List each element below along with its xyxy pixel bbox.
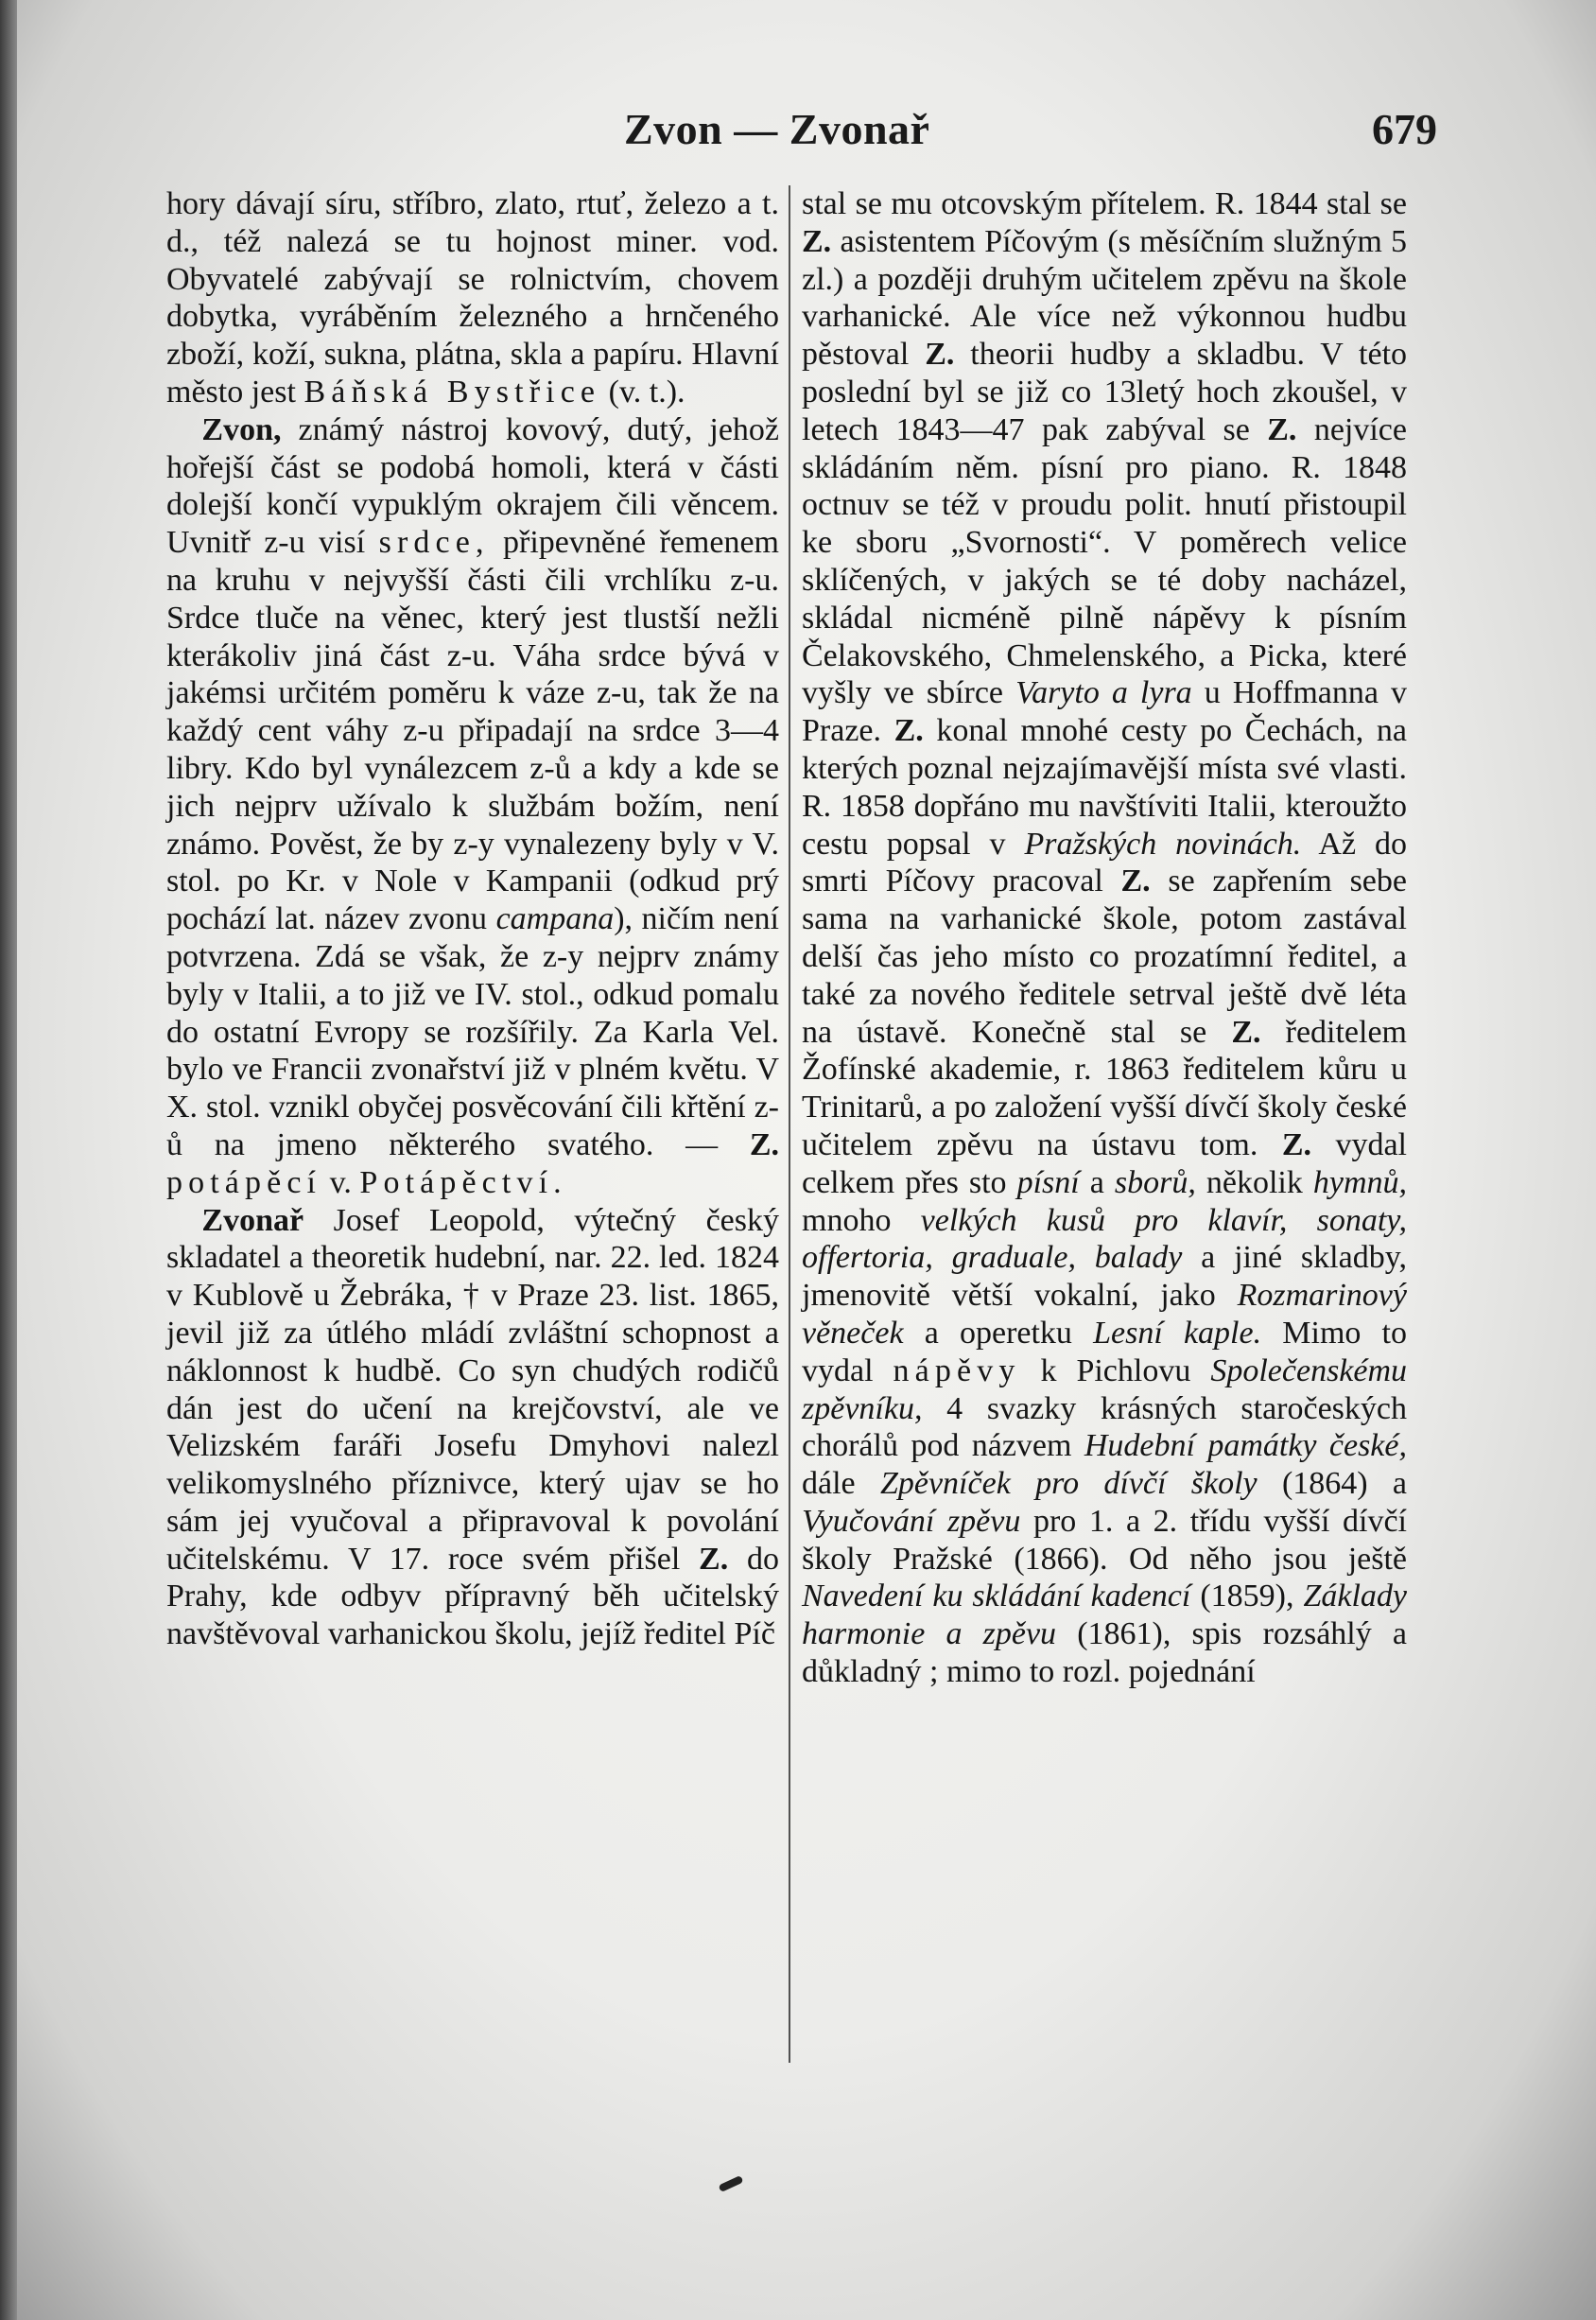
text-run: známý nástroj kovový, dutý, jehož hořejší část se podobá homoli, která v části dolejší končí vypuklým okrajem čili věncem. Uvnitř z-u visí xyxy=(166,411,779,561)
text-run: u Hoffmanna v Praze. xyxy=(802,675,1408,749)
ink-speck xyxy=(719,2175,744,2192)
entry-zvonar xyxy=(166,1202,779,1654)
text-run: se zapřením sebe sama na varhanické škole, potom zastával delší čas jeho místo co prozatímní ředitel, a také za nového ředitele setrval ještě dvě léta na ústavě. Konečně stal se xyxy=(802,863,1407,1050)
page-edge-shadow xyxy=(0,0,17,2320)
text-run: připevněné řemenem na kruhu v nejvyšší části čili vrchlíku z-u. Srdce tluče na věnec, který jest tlustší nežli kterákoliv jiná část z-u. Váha srdce bývá v jakémsi určitém poměru k váze z-u, tak že na každý cent váhy z-u připadají na srdce 3—4 libry. Kdo byl vynálezcem z-ů a kdy a kde se jich nejprv užívalo k službám božím, není známo. Pověst, že by z-y vynalezeny byly v V. stol. po Kr. v Nole v Kampanii (odkud prý pochází lat. název zvonu xyxy=(166,525,779,937)
text-run-italic: Varyto a lyra xyxy=(1015,675,1192,711)
abbrev-z: Z. xyxy=(893,713,924,749)
text-run: k Pichlovu xyxy=(1040,1352,1191,1388)
text-run-italic: Zpěvníček pro dívčí školy xyxy=(879,1466,1258,1502)
text-run: konal mnohé cesty po Čechách, na kterých poznal nejzajímavější místa své vlasti. R. 1858 dopřáno mu navštíviti Italii, kteroužto cestu popsal v xyxy=(802,713,1408,862)
text-run-italic: písní xyxy=(1016,1164,1080,1200)
text-run: (1861), spis rozsáhlý a důkladný ; mimo to rozl. pojednání xyxy=(802,1616,1407,1690)
text-run: mnoho xyxy=(802,1202,892,1238)
headword-zvon: Zvon, xyxy=(201,411,282,447)
right-column xyxy=(802,185,1407,2086)
text-run-italic: Základy harmonie a zpěvu xyxy=(802,1579,1408,1652)
text-run-italic: hymnů, xyxy=(1312,1164,1408,1200)
abbrev-z: Z. xyxy=(699,1541,729,1577)
abbrev-z: Z. xyxy=(925,337,955,373)
paragraph-hory xyxy=(166,185,779,411)
text-run: vydal celkem přes sto xyxy=(802,1126,1408,1200)
text-run: (1859), xyxy=(1200,1579,1294,1614)
text-run: ), ničím není potvrzena. Zdá se však, že z-y nejprv známy byly v Italii, a to již ve IV. stol., odkud pomalu do ostatní Evropy se rozšířily. Za Karla Vel. bylo ve Francii zvonařství již v plném květu. V X. stol. vznikl obyčej posvěcování čili křtění z-ů na jmeno některého svatého. — xyxy=(166,901,779,1162)
text-run-italic: velkých kusů pro klavír, sonaty, offertoria, graduale, balady xyxy=(802,1202,1408,1276)
text-run-italic: Vyučování zpěvu xyxy=(802,1503,1021,1539)
text-run: Mimo to vydal xyxy=(802,1315,1408,1388)
text-run: (v. t.). xyxy=(608,374,685,410)
abbrev-z: Z. xyxy=(1231,1014,1261,1050)
abbrev-z: Z. xyxy=(1281,1126,1311,1162)
text-run: Josef Leopold, výtečný český skladatel a theoretik hudební, nar. 22. led. 1824 v Kublově u Žebráka, † v Praze 23. list. 1865, jevil již za útlého mládí zvláštní schopnost a náklonnost k hudbě. Co syn chudých rodičů dán jest do učení na krejčovství, ale ve Velizském faráři Josefu Dmyhovi nalezl velikomyslného příznivce, který ujav se ho sám jej vyučoval a připravoval k povolání učitelskému. V 17. roce svém přišel xyxy=(166,1202,779,1577)
text-run: theorii hudby a skladbu. V této poslední byl se již co 13letý hoch zkoušel, v letech 1843—47 pak zabýval se xyxy=(802,337,1408,447)
text-run-italic: campana xyxy=(495,901,615,937)
text-run: Až do smrti Píčovy pracoval xyxy=(802,826,1407,899)
text-run-italic: Společenskému zpěvníku, xyxy=(802,1352,1408,1426)
text-run: stal se mu otcovským přítelem. R. 1844 stal se xyxy=(802,186,1407,221)
abbrev-z: Z. xyxy=(1120,863,1151,899)
entry-zvon xyxy=(166,411,779,1202)
text-run-italic: Pražských novinách. xyxy=(1024,826,1302,862)
text-run: do Prahy, kde odbyv přípravný běh učitelský navštěvoval varhanickou školu, jejíž ředitel Píč xyxy=(166,1541,780,1652)
text-run-italic: Navedení ku skládání kadencí xyxy=(802,1579,1191,1614)
text-run-spaced: srdce, xyxy=(378,525,490,561)
text-run: 4 svazky krásných staročeských chorálů pod názvem xyxy=(802,1390,1407,1464)
text-run-italic: Hudební památky české, xyxy=(1084,1428,1407,1464)
text-run-italic: Rozmarinový věneček xyxy=(802,1278,1407,1351)
text-run: asistentem Píčovým (s měsíčním služným 5 zl.) a později druhým učitelem zpěvu na škole varhanické. Ale více než výkonnou hudbu pěstoval xyxy=(802,223,1408,373)
text-run-spaced: Báňská Bystřice xyxy=(304,374,601,410)
abbrev-z: Z. xyxy=(749,1126,780,1162)
text-run-italic: sborů, xyxy=(1114,1164,1196,1200)
running-head: Zvon — Zvonař xyxy=(624,105,930,153)
text-run: ředitelem Žofínské akademie, r. 1863 ředitelem kůru u Trinitarů, a po založení vyšší dívčí školy české učitelem zpěvu na ústavu tom. xyxy=(802,1014,1408,1162)
text-run-spaced: nápěvy xyxy=(893,1352,1021,1388)
text-run: (1864) a xyxy=(1281,1466,1408,1502)
column-divider xyxy=(789,185,790,2063)
page-number: 679 xyxy=(1372,105,1437,153)
text-run: několik xyxy=(1206,1164,1303,1200)
headword-zvonar: Zvonař xyxy=(201,1202,304,1238)
text-run-spaced: potápěcí xyxy=(166,1164,322,1200)
text-run: nejvíce skládáním něm. písní pro piano. R. 1848 octnuv se též v proudu polit. hnutí přistoupil ke sboru „Svornosti“. V poměrech velice sklíčených, v jakých se té doby nacházel, skládal nicméně pilně nápěvy k písním Čelakovského, Chmelenského, a Picka, které vyšly ve sbírce xyxy=(802,411,1407,711)
text-run: v. xyxy=(329,1164,352,1200)
text-run: hory dávají síru, stříbro, zlato, rtuť, železo a t. d., též nalezá se tu hojnost miner. vod. Obyvatelé zabývají se rolnictvím, chovem dobytka, vyráběním železného a hrnčeného zboží, koží, sukna, plátna, skla a papíru. Hlavní město jest xyxy=(166,186,779,410)
text-run: pro 1. a 2. třídu vyšší dívčí školy Pražské (1866). Od něho jsou ještě xyxy=(802,1503,1408,1577)
text-run: a xyxy=(1089,1164,1104,1200)
left-column xyxy=(166,185,779,2086)
text-run-spaced: Potápěctví. xyxy=(359,1164,567,1200)
text-run: dále xyxy=(802,1466,856,1502)
text-run: a jiné skladby, jmenovitě větší vokalní, jako xyxy=(802,1240,1407,1314)
text-run-italic: Lesní kaple. xyxy=(1093,1315,1262,1351)
text-run: a operetku xyxy=(924,1315,1072,1351)
page-header xyxy=(624,104,1475,161)
entry-zvonar-continued xyxy=(802,185,1407,1691)
abbrev-z: Z. xyxy=(802,223,832,259)
abbrev-z: Z. xyxy=(1267,411,1297,447)
